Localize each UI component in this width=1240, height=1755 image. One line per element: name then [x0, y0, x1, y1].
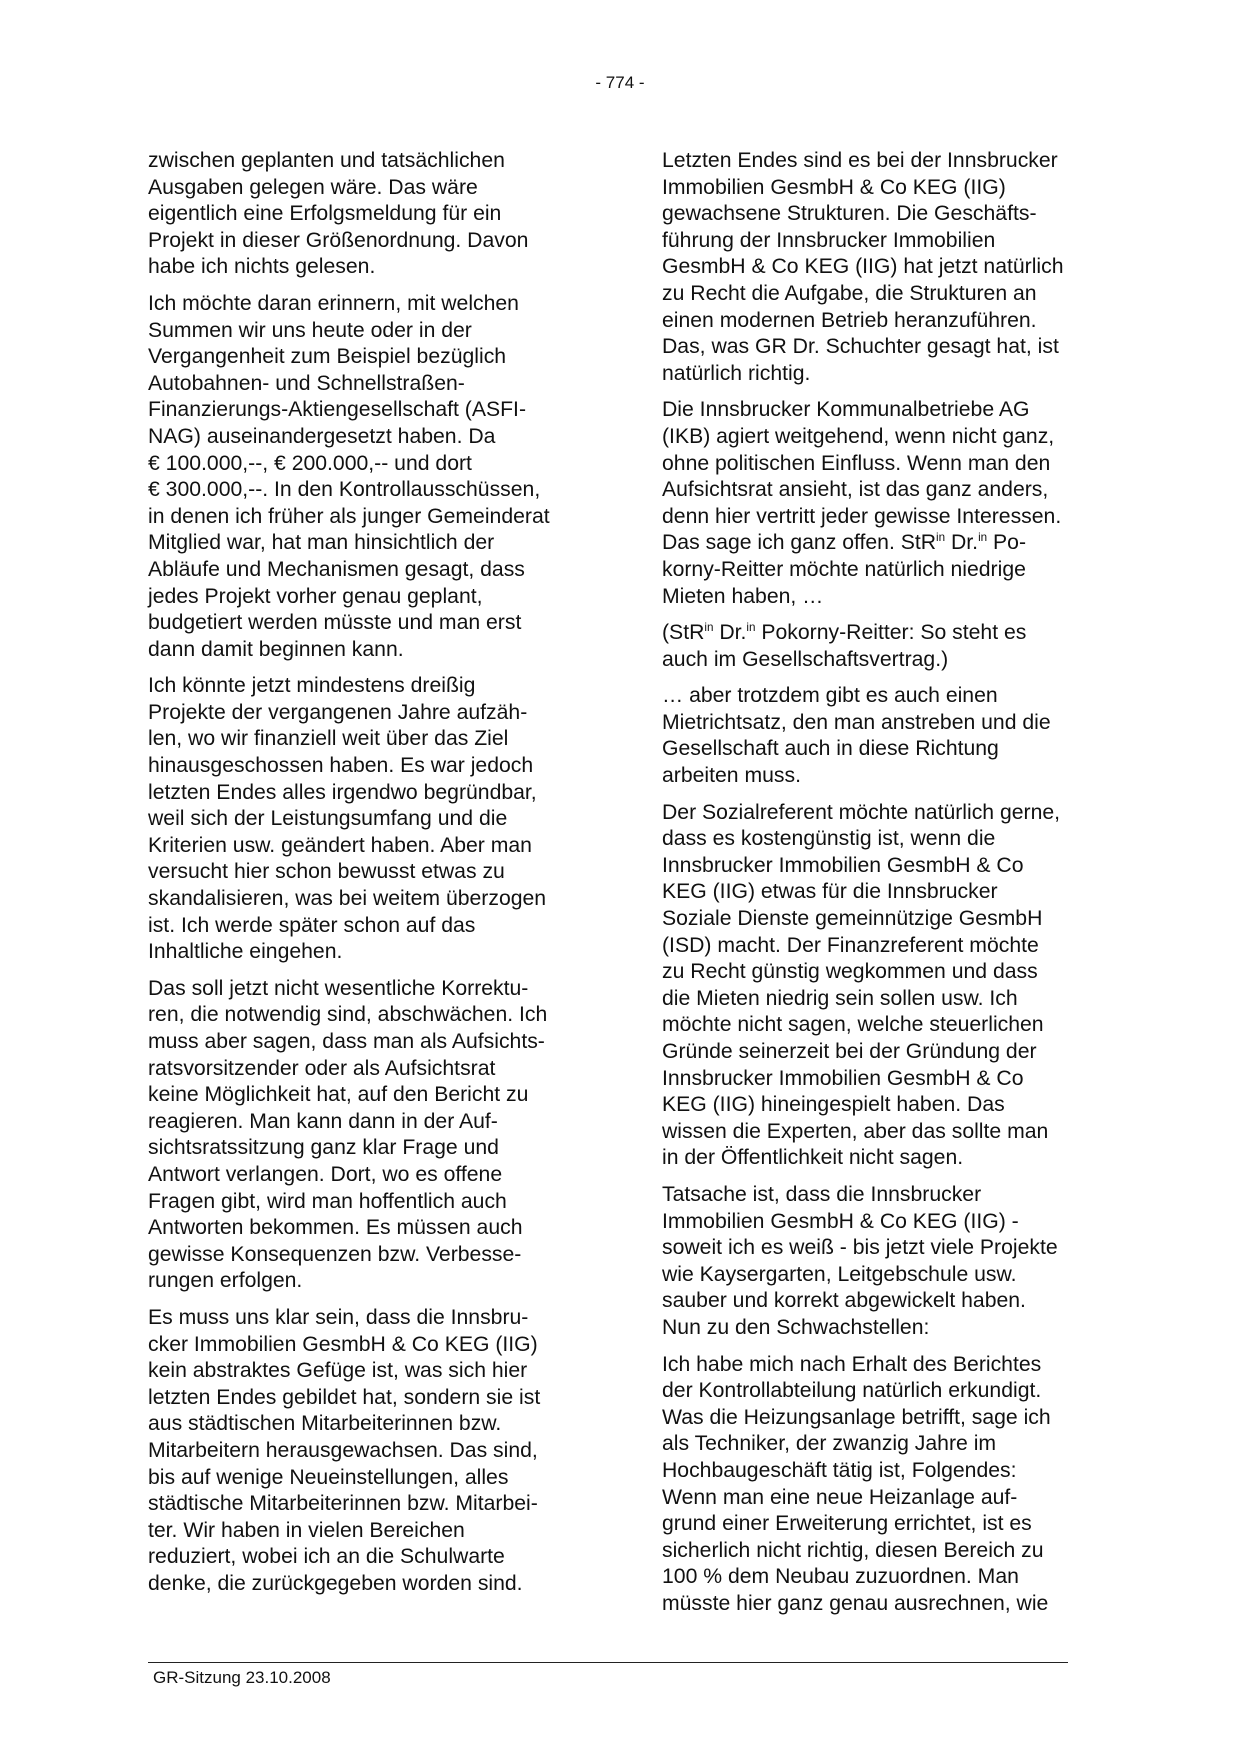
text-run: Pokorny-Reitter: So steht es auch im Gesellschaftsvertrag.): [662, 621, 1027, 671]
paragraph: Ich möchte daran erinnern, mit welchen Summen wir uns heute oder in der Vergangenheit zum Beispiel bezüglich Autobahnen- und Schnellstraßen- Finanzierungs-Aktiengesellschaft (ASFI- NAG) auseinandergesetzt haben. Da € 100.000,--, € 200.000,-- und dort € 300.000,--. In den Kontrollausschüssen, in denen ich früher als junger Gemeinderat Mitglied war, hat man hinsichtlich der Abläufe und Mechanismen gesagt, dass jedes Projekt vorher genau geplant, budgetiert werden müsste und man erst dann damit beginnen kann.: [148, 291, 550, 661]
left-text-column: [148, 148, 588, 1607]
interjection-paragraph: [662, 620, 1102, 673]
superscript: in: [746, 621, 756, 635]
paragraph: Der Sozialreferent möchte natürlich gerne, dass es kostengünstig ist, wenn die Innsbrucker Immobilien GesmbH & Co KEG (IIG) etwas für die Innsbrucker Soziale Dienste gemeinnützige GesmbH (ISD) macht. Der Finanzreferent möchte zu Recht günstig wegkommen und dass die Mieten niedrig sein sollen usw. Ich möchte nicht sagen, welche steuerlichen Gründe seinerzeit bei der Gründung der Innsbrucker Immobilien GesmbH & Co KEG (IIG) hineingespielt haben. Das wissen die Experten, aber das sollte man in der Öffentlichkeit nicht sagen.: [662, 800, 1061, 1170]
paragraph: Ich könnte jetzt mindestens dreißig Projekte der vergangenen Jahre aufzäh- len, wo wir finanziell weit über das Ziel hinausgeschossen haben. Es war jedoch letzten Endes alles irgendwo begründbar, weil sich der Leistungsumfang und die Kriterien usw. geändert haben. Aber man versucht hier schon bewusst etwas zu skandalisieren, was bei weitem überzogen ist. Ich werde später schon auf das Inhaltliche eingehen.: [148, 674, 547, 964]
paragraph: Das soll jetzt nicht wesentliche Korrektu- ren, die notwendig sind, abschwächen. Ich muss aber sagen, dass man als Aufsichts- ratsvorsitzender oder als Aufsichtsrat keine Möglichkeit hat, auf den Bericht zu reagieren. Man kann dann in der Auf- sichtsratssitzung ganz klar Frage und Antwort verlangen. Dort, wo es offene Fragen gibt, wird man hoffentlich auch Antworten bekommen. Es müssen auch gewisse Konsequenzen bzw. Verbesse- rungen erfolgen.: [148, 976, 548, 1293]
paragraph: Es muss uns klar sein, dass die Innsbru- cker Immobilien GesmbH & Co KEG (IIG) kein abstraktes Gefüge ist, was sich hier letzten Endes gebildet hat, sondern sie ist aus städtischen Mitarbeiterinnen bzw. Mitarbeitern herausgewachsen. Das sind, bis auf wenige Neueinstellungen, alles städtische Mitarbeiterinnen bzw. Mitarbei- ter. Wir haben in vielen Bereichen reduziert, wobei ich an die Schulwarte denke, die zurückgegeben worden sind.: [148, 1305, 541, 1595]
text-run: Dr.: [945, 531, 979, 555]
paragraph: zwischen geplanten und tatsächlichen Ausgaben gelegen wäre. Das wäre eigentlich eine Erfolgsmeldung für ein Projekt in dieser Größenordnung. Davon habe ich nichts gelesen.: [148, 149, 529, 279]
paragraph: [662, 397, 1102, 610]
paragraph: Ich habe mich nach Erhalt des Berichtes der Kontrollabteilung natürlich erkundigt. Was die Heizungsanlage betrifft, sage ich als Techniker, der zwanzig Jahre im Hochbaugeschäft tätig ist, Folgendes: Wenn man eine neue Heizanlage auf- grund einer Erweiterung errichtet, ist es sicherlich nicht richtig, diesen Bereich zu 100 % dem Neubau zuzuordnen. Man müsste hier ganz genau ausrechnen, wie: [662, 1352, 1051, 1615]
footer-session-date: GR-Sitzung 23.10.2008: [153, 1668, 331, 1687]
superscript: in: [704, 621, 714, 635]
page-number: - 774 -: [595, 73, 645, 92]
text-run: (StR: [662, 621, 705, 645]
text-run: Po- korny-Reitter möchte natürlich niedrige Mieten haben, …: [662, 531, 1027, 608]
paragraph: … aber trotzdem gibt es auch einen Mietrichtsatz, den man anstreben und die Gesellschaft auch in diese Richtung arbeiten muss.: [662, 684, 1051, 788]
superscript: in: [978, 531, 988, 545]
text-run: Dr.: [713, 621, 747, 645]
text-run: Die Innsbrucker Kommunalbetriebe AG (IKB) agiert weitgehend, wenn nicht ganz, ohne politischen Einfluss. Wenn man den Aufsichtsrat ansieht, ist das ganz anders, denn hier vertritt jeder gewisse Interessen. Das sage ich ganz offen. StR: [662, 398, 1062, 555]
paragraph: Tatsache ist, dass die Innsbrucker Immobilien GesmbH & Co KEG (IIG) - soweit ich es weiß - bis jetzt viele Projekte wie Kaysergarten, Leitgebschule usw. sauber und korrekt abgewickelt haben. Nun zu den Schwachstellen:: [662, 1182, 1058, 1339]
superscript: in: [936, 531, 946, 545]
right-text-column: [662, 148, 1102, 1627]
paragraph: Letzten Endes sind es bei der Innsbrucker Immobilien GesmbH & Co KEG (IIG) gewachsene Strukturen. Die Geschäfts- führung der Innsbrucker Immobilien GesmbH & Co KEG (IIG) hat jetzt natürlich zu Recht die Aufgabe, die Strukturen an einen modernen Betrieb heranzuführen. Das, was GR Dr. Schuchter gesagt hat, ist natürlich richtig.: [662, 149, 1064, 385]
footer-divider: [148, 1662, 1068, 1663]
